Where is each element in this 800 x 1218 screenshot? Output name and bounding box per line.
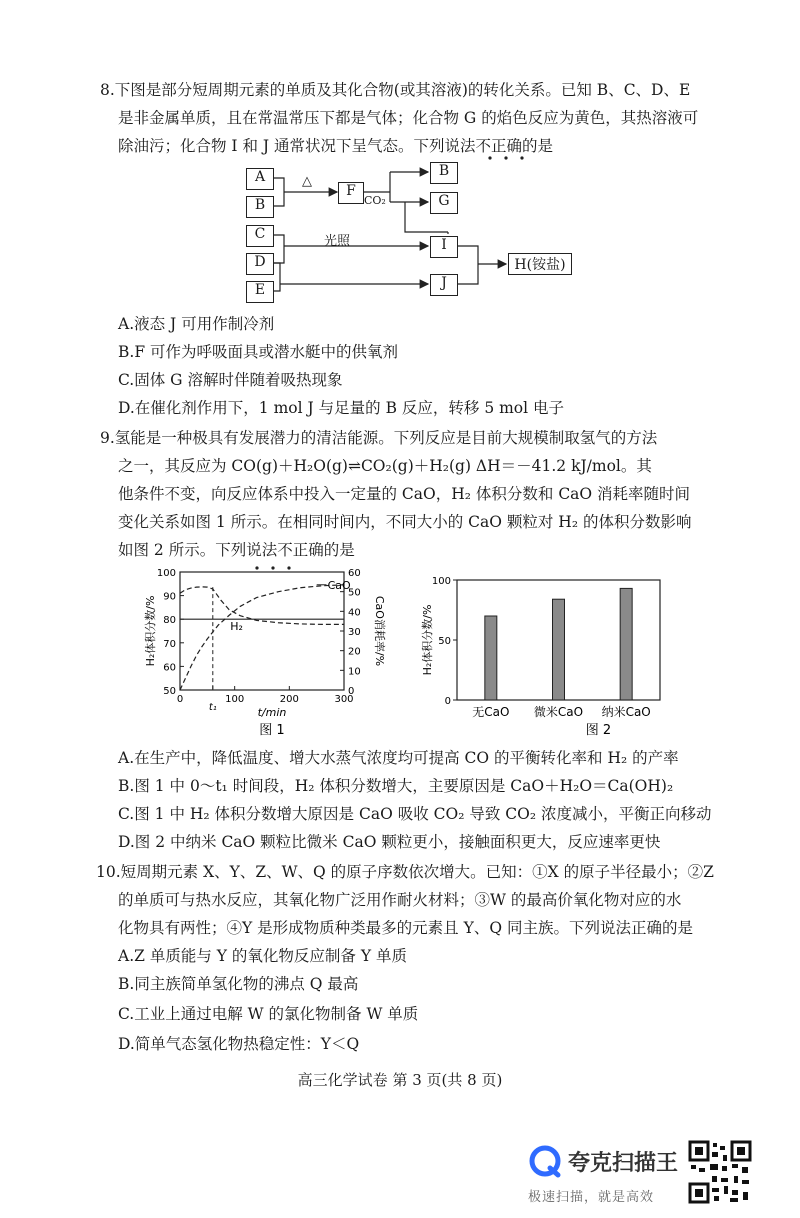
qr-code-icon <box>688 1140 752 1204</box>
q8-line-3: 除油污；化合物 I 和 J 通常状况下呈气态。下列说法不正确的是 <box>118 137 554 155</box>
h2-series-label: H₂ <box>230 619 243 633</box>
bar-1 <box>553 599 565 700</box>
y-tick-label: 90 <box>163 591 176 603</box>
y-axis-label: H₂体积分数/% <box>144 595 157 667</box>
q8-line-2: 是非金属单质，且在常温常压下都是气体；化合物 G 的焰色反应为黄色，其热溶液可 <box>118 109 699 127</box>
q8-option-d: D.在催化剂作用下，1 mol J 与足量的 B 反应，转移 5 mol 电子 <box>118 399 565 417</box>
node-e: E <box>246 281 274 303</box>
y2-tick-label: 30 <box>348 627 361 638</box>
q10-option-c: C.工业上通过电解 W 的氯化物制备 W 单质 <box>118 1005 419 1023</box>
q10-line-3: 化物具有两性；④Y 是形成物质种类最多的元素且 Y、Q 同主族。下列说法正确的是 <box>118 919 693 937</box>
q10-line-1: 10.短周期元素 X、Y、Z、W、Q 的原子序数依次增大。已知：①X 的原子半径最小；②Z <box>96 863 714 881</box>
node-j: J <box>430 274 458 296</box>
figure-2-caption: 图 2 <box>585 723 612 738</box>
figure-1-chart <box>140 560 390 738</box>
x-tick-label: 300 <box>334 694 354 705</box>
x-tick-label: 100 <box>225 694 245 705</box>
node-c: C <box>246 225 274 247</box>
x-category-label: 纳米CaO <box>601 705 651 719</box>
page-footer: 高三化学试卷 第 3 页(共 8 页) <box>297 1071 503 1089</box>
figure-1-caption: 图 1 <box>259 723 285 738</box>
x-tick-label: t₁ <box>208 702 217 713</box>
y2-tick-label: 60 <box>348 568 361 579</box>
y-tick-label: 60 <box>163 662 176 674</box>
brand-slogan: 极速扫描，就是高效 <box>528 1190 655 1205</box>
node-b2: B <box>430 162 458 184</box>
q9-option-a: A.在生产中，降低温度、增大水蒸气浓度均可提高 CO 的平衡转化率和 H₂ 的产率 <box>118 749 679 767</box>
q10-option-d: D.简单气态氢化物热稳定性：Y＜Q <box>118 1035 360 1053</box>
q10-line-2: 的单质可与热水反应，其氧化物广泛用作耐火材料；③W 的最高价氧化物对应的水 <box>118 891 682 909</box>
q8-line-1: 8.下图是部分短周期元素的单质及其化合物(或其溶液)的转化关系。已知 B、C、D、E <box>100 81 691 99</box>
q8-option-b: B.F 可作为呼吸面具或潜水艇中的供氧剂 <box>118 343 399 361</box>
y-tick-label: 80 <box>163 615 176 627</box>
y2-tick-label: 10 <box>348 666 361 678</box>
brand-name: 夸克扫描王 <box>568 1151 679 1176</box>
y-tick-label: 100 <box>431 576 451 587</box>
x-tick-label: 0 <box>176 694 184 705</box>
node-f: F <box>338 182 364 204</box>
label-light: 光照 <box>324 234 351 249</box>
quark-logo-icon <box>528 1144 562 1178</box>
y-tick-label: 0 <box>444 696 451 707</box>
q9-line-5: 如图 2 所示。下列说法不正确的是 <box>118 541 355 559</box>
x-category-label: 微米CaO <box>533 705 584 719</box>
q9-option-d: D.图 2 中纳米 CaO 颗粒比微米 CaO 颗粒更小，接触面积更大，反应速率更快 <box>118 833 661 851</box>
node-i: I <box>430 236 458 258</box>
plot-frame <box>180 572 344 690</box>
node-d: D <box>246 253 274 275</box>
y2-tick-label: 0 <box>348 686 355 697</box>
y2-tick-label: 40 <box>348 607 361 619</box>
y2-tick-label: 20 <box>348 646 361 658</box>
y-axis-label: H₂体积分数/% <box>421 604 434 676</box>
bar-0 <box>485 616 497 700</box>
label-co2: CO₂ <box>364 194 386 207</box>
q8-option-c: C.固体 G 溶解时伴随着吸热现象 <box>118 371 343 389</box>
x-axis-label: t/min <box>257 706 287 719</box>
y-tick-label: 70 <box>163 638 176 650</box>
q9-line-2: 之一，其反应为 CO(g)＋H₂O(g)⇌CO₂(g)＋H₂(g) ΔH＝－41.2 kJ/mol。其 <box>118 457 652 475</box>
q9-line-4: 变化关系如图 1 所示。在相同时间内，不同大小的 CaO 颗粒对 H₂ 的体积分数影响 <box>118 513 692 531</box>
series-line-cao <box>180 585 344 690</box>
y-tick-label: 50 <box>438 636 451 647</box>
node-a: A <box>246 168 274 190</box>
q9-option-c: C.图 1 中 H₂ 体积分数增大原因是 CaO 吸收 CO₂ 导致 CO₂ 浓度减小，平衡正向移动 <box>118 805 712 823</box>
x-tick-label: 200 <box>279 694 299 705</box>
bar-2 <box>620 588 632 700</box>
cao-series-label: CaO <box>327 578 351 592</box>
q8-diagram <box>240 160 580 305</box>
q9-line-1: 9.氢能是一种极具有发展潜力的清洁能源。下列反应是目前大规模制取氢气的方法 <box>100 429 658 447</box>
node-h: H(铵盐) <box>508 253 572 275</box>
node-g: G <box>430 192 458 214</box>
node-b: B <box>246 196 274 218</box>
y-tick-label: 50 <box>163 686 176 697</box>
diagram-lines <box>240 160 580 305</box>
x-category-label: 无CaO <box>472 705 510 719</box>
q10-option-b: B.同主族简单氢化物的沸点 Q 最高 <box>118 975 359 993</box>
label-heat: △ <box>302 174 312 189</box>
y2-axis-label: CaO消耗率/% <box>373 595 386 667</box>
figure-2-chart <box>415 560 665 738</box>
q9-line-3: 他条件不变，向反应体系中投入一定量的 CaO，H₂ 体积分数和 CaO 消耗率随时间 <box>118 485 691 503</box>
q9-option-b: B.图 1 中 0～t₁ 时间段，H₂ 体积分数增大，主要原因是 CaO＋H₂O＝Ca(OH)₂ <box>118 777 674 795</box>
q8-option-a: A.液态 J 可用作制冷剂 <box>118 315 275 333</box>
q10-option-a: A.Z 单质能与 Y 的氧化物反应制备 Y 单质 <box>118 947 407 965</box>
y2-tick-label: 50 <box>348 587 361 599</box>
y-tick-label: 100 <box>156 568 176 579</box>
